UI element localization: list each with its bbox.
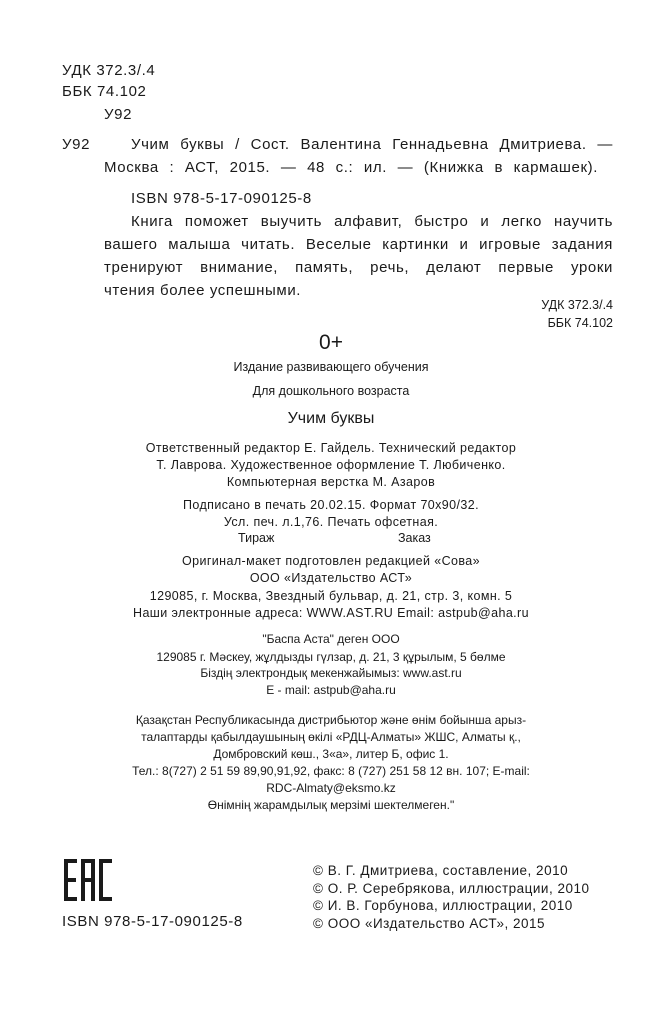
- print-sheets: Усл. печ. л.1,76. Печать офсетная.: [223, 515, 439, 529]
- publisher-line-3: 129085, г. Москва, Звездный бульвар, д. 21, стр. 3, комн. 5: [149, 589, 513, 603]
- udk-code: УДК 372.3/.4: [62, 62, 156, 79]
- credits-line-3: Компьютерная верстка М. Азаров: [226, 475, 436, 489]
- distributor-line-6: Өнімнің жарамдылық мерзімі шектелмеген.": [207, 798, 455, 812]
- print-order-label: Заказ: [398, 531, 431, 545]
- eac-mark-icon: [63, 858, 113, 902]
- udk-code-right: УДК 372.3/.4: [541, 298, 613, 312]
- publisher-line-1: Оригинал-макет подготовлен редакцией «Сова»: [181, 554, 481, 568]
- age-rating: 0+: [319, 331, 343, 354]
- copyright-line-3: © И. В. Горбунова, иллюстрации, 2010: [313, 898, 573, 913]
- bbk-code: ББК 74.102: [62, 83, 147, 100]
- print-signed: Подписано в печать 20.02.15. Формат 70x90/32.: [183, 498, 479, 512]
- print-run-label: Тираж: [238, 531, 275, 545]
- author-mark: У92: [104, 106, 133, 123]
- publisher-line-2: ООО «Издательство АСТ»: [249, 571, 413, 585]
- kz-publisher-line-3: Біздің электрондық мекенжайымыз: www.ast.ru: [200, 666, 462, 680]
- kz-publisher-line-1: "Баспа Аста" деген ООО: [262, 632, 400, 646]
- distributor-line-5: RDC-Almaty@eksmo.kz: [266, 781, 396, 795]
- annotation-line-3: тренируют внимание, память, речь, делают первые уроки: [104, 259, 613, 276]
- annotation-line-4: чтения более успешными.: [104, 282, 302, 299]
- distributor-line-3: Домбровский көш., 3«а», литер Б, офис 1.: [213, 747, 449, 761]
- edition-type: Издание развивающего обучения: [233, 360, 429, 374]
- copyright-line-4: © ООО «Издательство АСТ», 2015: [313, 916, 546, 931]
- record-line-1: Учим буквы / Сост. Валентина Геннадьевна Дмитриева. —: [131, 136, 613, 153]
- publisher-line-4: Наши электронные адреса: WWW.AST.RU Email: astpub@aha.ru: [133, 606, 529, 620]
- credits-line-2: Т. Лаврова. Художественное оформление Т. Любиченко.: [156, 458, 506, 472]
- footer-isbn: ISBN 978-5-17-090125-8: [62, 913, 243, 930]
- book-title: Учим буквы: [287, 410, 375, 427]
- distributor-line-4: Тел.: 8(727) 2 51 59 89,90,91,92, факс: 8 (727) 251 58 12 вн. 107; E-mail:: [132, 764, 530, 778]
- bbk-code-right: ББК 74.102: [547, 316, 613, 330]
- copyright-line-2: © О. Р. Серебрякова, иллюстрации, 2010: [313, 881, 590, 896]
- distributor-line-2: талаптарды қабылдаушының өкілі «РДЦ-Алматы» ЖШС, Алматы қ.,: [141, 730, 521, 744]
- record-isbn: ISBN 978-5-17-090125-8: [131, 190, 312, 207]
- copyright-line-1: © В. Г. Дмитриева, составление, 2010: [313, 863, 569, 878]
- record-line-2: Москва : АСТ, 2015. — 48 с.: ил. — (Книжка в кармашек).: [104, 159, 598, 176]
- credits-line-1: Ответственный редактор Е. Гайдель. Технический редактор: [145, 441, 517, 455]
- annotation-line-2: вашего малыша читать. Веселые картинки и игровые задания: [104, 236, 613, 253]
- distributor-line-1: Қазақстан Республикасында дистрибьютор және өнім бойынша арыз-: [135, 713, 527, 727]
- kz-publisher-line-2: 129085 г. Мәскеу, жұлдызды гүлзар, д. 21, 3 құрылым, 5 бөлме: [156, 650, 506, 664]
- record-author-mark: У92: [62, 136, 91, 153]
- annotation-line-1: Книга поможет выучить алфавит, быстро и легко научить: [131, 213, 613, 230]
- kz-publisher-line-4: E - mail: astpub@aha.ru: [266, 683, 396, 697]
- audience: Для дошкольного возраста: [252, 384, 410, 398]
